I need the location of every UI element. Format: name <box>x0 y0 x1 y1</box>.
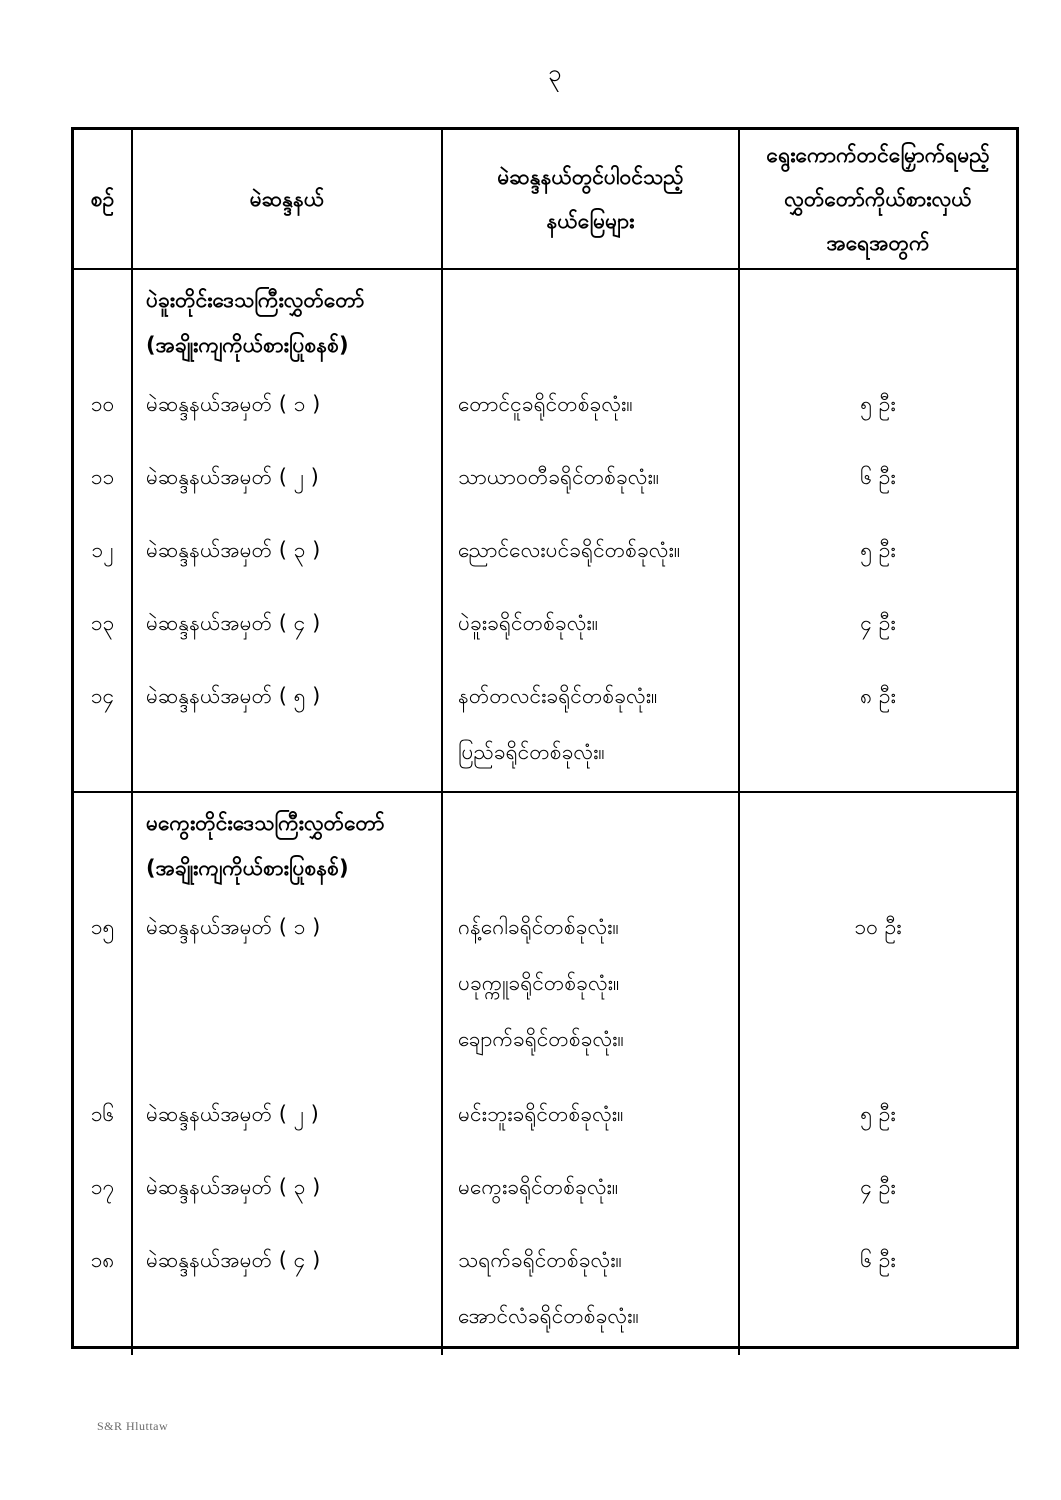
header-representatives <box>740 130 1016 268</box>
page-number: ၃ <box>548 59 562 87</box>
section-title <box>133 270 443 374</box>
included-areas-cell <box>443 593 740 666</box>
representative-count: ၅ ဦး <box>860 1102 896 1126</box>
constituency-label: မဲဆန္ဒနယ်အမှတ် ( ၄ ) <box>133 1230 443 1355</box>
area-line: ပဲခူးခရိုင်တစ်ခုလုံး။ <box>458 611 599 635</box>
section-title-line: ပဲခူးတိုင်းဒေသကြီးလွှတ်တော် <box>146 288 365 312</box>
header-included-areas-line: မဲဆန္ဒနယ်တွင်ပါဝင်သည့် <box>497 165 684 189</box>
area-line: ချောက်ခရိုင်တစ်ခုလုံး။ <box>458 1027 624 1051</box>
constituency-label: မဲဆန္ဒနယ်အမှတ် ( ၁ ) <box>133 897 443 1084</box>
constituency-label: မဲဆန္ဒနယ်အမှတ် ( ၂ ) <box>133 1084 443 1157</box>
area-line: ပခုက္ကူခရိုင်တစ်ခုလုံး။ <box>458 971 620 995</box>
representative-count: ၆ ဦး <box>860 1248 896 1272</box>
representative-count: ၅ ဦး <box>860 392 896 416</box>
row-serial-number: ၁၆ <box>74 1084 133 1157</box>
included-areas-cell <box>443 1084 740 1157</box>
area-line: ပြည်ခရိုင်တစ်ခုလုံး။ <box>458 740 605 764</box>
header-constituency-label: မဲဆန္ဒနယ် <box>249 187 325 211</box>
included-areas-cell <box>443 520 740 593</box>
section-title <box>133 793 443 897</box>
row-serial-number: ၁၅ <box>74 897 133 1084</box>
header-constituency <box>133 130 443 268</box>
header-representatives-line: လွှတ်တော်ကိုယ်စားလှယ် <box>784 187 972 211</box>
section-title-line: (အချိုးကျကိုယ်စားပြုစနစ်) <box>146 333 349 357</box>
header-representatives-line: အရေအတွက် <box>826 231 930 255</box>
header-included-areas-line: နယ်မြေများ <box>546 209 635 233</box>
row-serial-number: ၁၈ <box>74 1230 133 1355</box>
constituency-label: မဲဆန္ဒနယ်အမှတ် ( ၄ ) <box>133 593 443 666</box>
header-included-areas <box>443 130 740 268</box>
header-representatives-line: ရွေးကောက်တင်မြှောက်ရမည့် <box>766 143 990 167</box>
table-body <box>74 270 1016 1346</box>
representative-count: ၈ ဦး <box>860 684 896 708</box>
constituency-label: မဲဆန္ဒနယ်အမှတ် ( ၃ ) <box>133 520 443 593</box>
area-line: အောင်လံခရိုင်တစ်ခုလုံး။ <box>458 1304 639 1328</box>
area-line: မကွေးခရိုင်တစ်ခုလုံး။ <box>458 1175 619 1199</box>
areas-cell-empty <box>443 270 740 374</box>
representative-count: ၁၀ ဦး <box>854 915 902 939</box>
row-serial-number: ၁၂ <box>74 520 133 593</box>
representative-count: ၆ ဦး <box>860 465 896 489</box>
included-areas-cell <box>443 897 740 1084</box>
row-serial-number: ၁၄ <box>74 666 133 791</box>
constituency-label: မဲဆန္ဒနယ်အမှတ် ( ၃ ) <box>133 1157 443 1230</box>
areas-cell-empty <box>443 793 740 897</box>
area-line: ညောင်လေးပင်ခရိုင်တစ်ခုလုံး။ <box>458 538 681 562</box>
constituency-table <box>71 127 1019 1349</box>
area-line: သရက်ခရိုင်တစ်ခုလုံး။ <box>458 1248 622 1272</box>
page-footer-watermark: S&R Hluttaw <box>97 1419 169 1433</box>
representative-count: ၄ ဦး <box>860 611 896 635</box>
row-serial-number: ၁၃ <box>74 593 133 666</box>
section-title-line: (အချိုးကျကိုယ်စားပြုစနစ်) <box>146 856 349 880</box>
count-cell-empty <box>740 270 1016 374</box>
included-areas-cell <box>443 1230 740 1355</box>
area-line: မင်းဘူးခရိုင်တစ်ခုလုံး။ <box>458 1102 624 1126</box>
representative-count: ၅ ဦး <box>860 538 896 562</box>
row-serial-number: ၁၀ <box>74 374 133 447</box>
table-section <box>74 791 1016 1346</box>
header-serial <box>74 130 133 268</box>
area-line: ဂန့်ဂေါခရိုင်တစ်ခုလုံး။ <box>458 915 619 939</box>
row-serial-number: ၁၇ <box>74 1157 133 1230</box>
included-areas-cell <box>443 666 740 791</box>
area-line: နတ်တလင်းခရိုင်တစ်ခုလုံး။ <box>458 684 658 708</box>
included-areas-cell <box>443 1157 740 1230</box>
header-serial-label: စဉ် <box>90 187 115 211</box>
constituency-label: မဲဆန္ဒနယ်အမှတ် ( ၅ ) <box>133 666 443 791</box>
row-serial-number: ၁၁ <box>74 447 133 520</box>
included-areas-cell <box>443 447 740 520</box>
section-title-line: မကွေးတိုင်းဒေသကြီးလွှတ်တော် <box>146 811 385 835</box>
area-line: တောင်ငူခရိုင်တစ်ခုလုံး။ <box>458 392 633 416</box>
count-cell-empty <box>740 793 1016 897</box>
serial-cell-empty <box>74 270 133 374</box>
table-section <box>74 270 1016 791</box>
table-header-row <box>74 130 1016 270</box>
serial-cell-empty <box>74 793 133 897</box>
representative-count: ၄ ဦး <box>860 1175 896 1199</box>
constituency-label: မဲဆန္ဒနယ်အမှတ် ( ၁ ) <box>133 374 443 447</box>
constituency-label: မဲဆန္ဒနယ်အမှတ် ( ၂ ) <box>133 447 443 520</box>
area-line: သာယာဝတီခရိုင်တစ်ခုလုံး။ <box>458 465 660 489</box>
included-areas-cell <box>443 374 740 447</box>
